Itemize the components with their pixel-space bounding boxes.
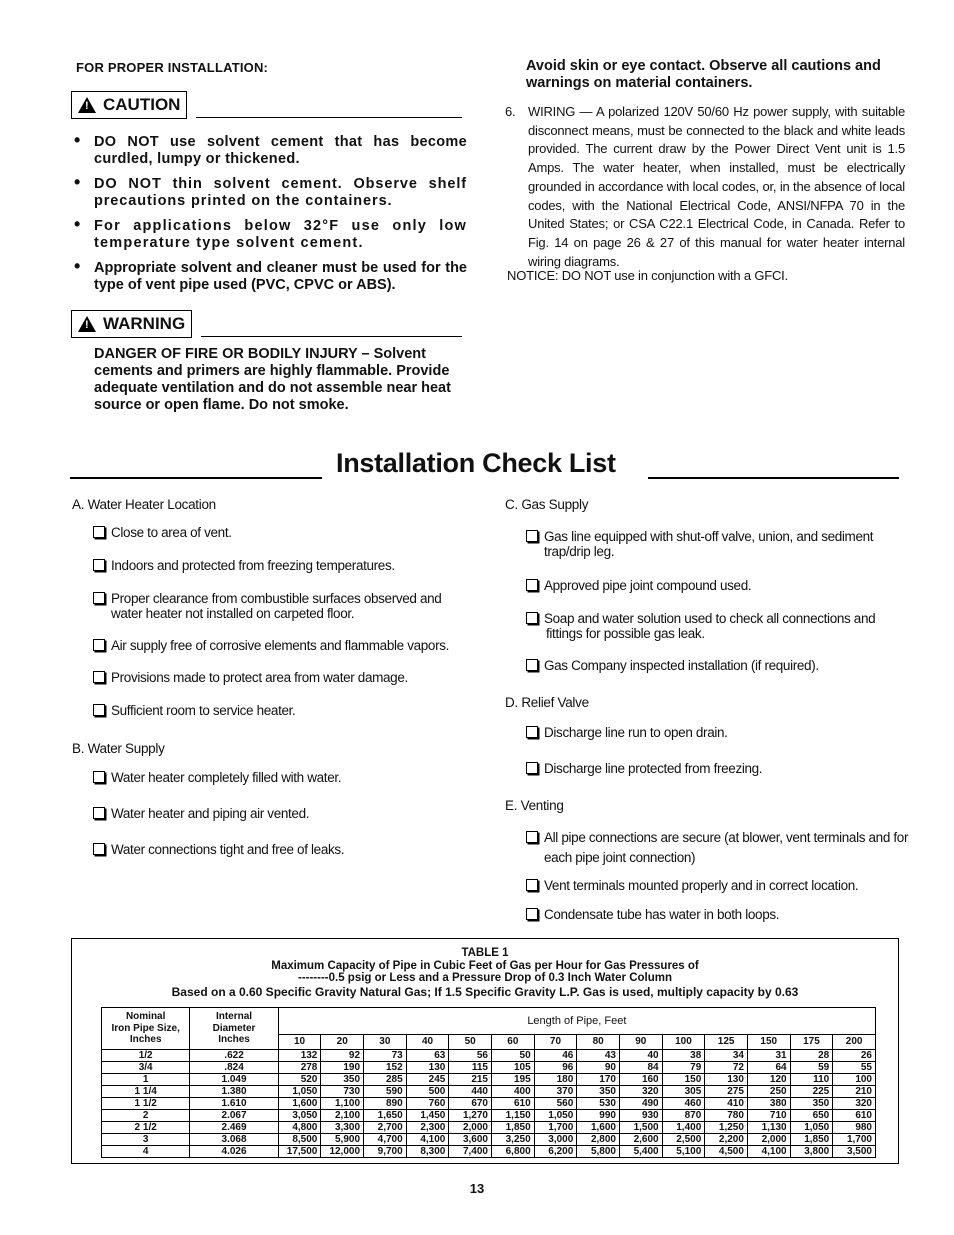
section-c-label: C. Gas Supply — [505, 497, 589, 512]
capacity-cell: 2,500 — [662, 1133, 705, 1145]
checkbox-icon[interactable] — [526, 831, 538, 843]
checklist-item: Condensate tube has water in both loops. — [526, 907, 779, 922]
capacity-cell: 64 — [747, 1061, 790, 1073]
checkbox-icon[interactable] — [526, 908, 538, 920]
capacity-cell: 650 — [790, 1109, 833, 1121]
capacity-cell: 1,050 — [278, 1085, 321, 1097]
capacity-cell: 8,500 — [278, 1133, 321, 1145]
capacity-cell: 84 — [619, 1061, 662, 1073]
diameter-cell: 2.067 — [190, 1109, 278, 1121]
diameter-cell: 2.469 — [190, 1121, 278, 1133]
capacity-cell: 980 — [833, 1121, 876, 1133]
caution-label: CAUTION — [103, 95, 181, 114]
length-header-cell: 175 — [790, 1035, 833, 1049]
length-header-cell: 10 — [278, 1035, 321, 1049]
capacity-cell: 2,100 — [321, 1109, 364, 1121]
length-header: Length of Pipe, Feet — [278, 1008, 875, 1035]
length-header-cell: 60 — [492, 1035, 535, 1049]
pipe-size-cell: 1 — [102, 1073, 190, 1085]
capacity-cell: 12,000 — [321, 1145, 364, 1157]
table-caption-1: TABLE 1 — [461, 947, 509, 959]
pipe-size-cell: 2 — [102, 1109, 190, 1121]
checklist-item: Discharge line protected from freezing. — [526, 761, 762, 776]
capacity-cell: 195 — [492, 1073, 535, 1085]
capacity-cell: 2,200 — [705, 1133, 748, 1145]
capacity-cell: 130 — [705, 1073, 748, 1085]
checkbox-icon[interactable] — [526, 726, 538, 738]
caution-item: • DO NOT use solvent cement that has become curdled, lumpy or thickened. — [72, 134, 467, 168]
capacity-cell: 320 — [619, 1085, 662, 1097]
warning-label: WARNING — [103, 314, 186, 333]
capacity-cell: 350 — [577, 1085, 620, 1097]
checkbox-icon[interactable] — [526, 579, 538, 591]
checklist-item: Gas Company inspected installation (if required). — [526, 658, 819, 673]
wiring-text: WIRING — A polarized 120V 50/60 Hz power supply, with suitable disconnect means, must be connected to the black and white leads provided. The current draw by the Power Direct Vent unit is 1.5 Amps. The water heater, when installed, must be electrically grounded in accordance with local codes, or, in the absence of local codes, with the National Electrical Code, ANSI/NFPA 70 in the United States; or CSA C22.1 Electrical Code, in Canada. Refer to Fig. 14 on page 26 & 27 of this manual for water heater internal wiring diagrams. — [528, 104, 905, 269]
avoid-contact-text: Avoid skin or eye contact. Observe all cautions and warnings on material containers. — [526, 58, 881, 91]
checklist-item: Provisions made to protect area from water damage. — [93, 670, 408, 685]
capacity-cell: 2,800 — [577, 1133, 620, 1145]
proper-installation-heading: FOR PROPER INSTALLATION: — [76, 60, 269, 75]
capacity-cell: 710 — [747, 1109, 790, 1121]
pipe-size-cell: 1 1/4 — [102, 1085, 190, 1097]
capacity-cell: 1,400 — [662, 1121, 705, 1133]
capacity-cell: 285 — [364, 1073, 407, 1085]
capacity-cell: 1,050 — [790, 1121, 833, 1133]
capacity-cell: 56 — [449, 1049, 492, 1061]
caution-item: • For applications below 32°F use only low temperature type solvent cement. — [72, 218, 467, 252]
capacity-cell: 43 — [577, 1049, 620, 1061]
capacity-cell: 100 — [833, 1073, 876, 1085]
checkbox-icon[interactable] — [526, 762, 538, 774]
capacity-cell: 5,800 — [577, 1145, 620, 1157]
length-header-cell: 40 — [406, 1035, 449, 1049]
capacity-cell: 1,130 — [747, 1121, 790, 1133]
capacity-cell: 4,800 — [278, 1121, 321, 1133]
capacity-cell: 2,000 — [449, 1121, 492, 1133]
capacity-cell: 305 — [662, 1085, 705, 1097]
capacity-cell: 1,700 — [833, 1133, 876, 1145]
table-row — [102, 1145, 876, 1157]
caution-item: • DO NOT thin solvent cement. Observe shelf precautions printed on the containers. — [72, 176, 467, 210]
page-number: 13 — [469, 1181, 485, 1196]
capacity-cell: 3,500 — [833, 1145, 876, 1157]
length-header-cell: 20 — [321, 1035, 364, 1049]
capacity-cell: 380 — [747, 1097, 790, 1109]
capacity-cell: 1,250 — [705, 1121, 748, 1133]
capacity-cell: 370 — [534, 1085, 577, 1097]
capacity-cell: 780 — [705, 1109, 748, 1121]
capacity-cell: 110 — [790, 1073, 833, 1085]
capacity-cell: 59 — [790, 1061, 833, 1073]
checkbox-icon[interactable] — [93, 671, 105, 683]
capacity-cell: 2,000 — [747, 1133, 790, 1145]
capacity-cell: 190 — [321, 1061, 364, 1073]
capacity-cell: 1,450 — [406, 1109, 449, 1121]
checkbox-icon[interactable] — [93, 559, 105, 571]
checklist-item: Gas line equipped with shut-off valve, union, and sediment trap/drip leg. — [526, 529, 873, 559]
capacity-cell: 245 — [406, 1073, 449, 1085]
length-header-cell: 90 — [619, 1035, 662, 1049]
capacity-cell: 5,100 — [662, 1145, 705, 1157]
caution-badge — [71, 91, 187, 119]
col-header-diameter: Internal Diameter Inches — [190, 1008, 278, 1050]
capacity-cell: 225 — [790, 1085, 833, 1097]
checkbox-icon[interactable] — [93, 592, 105, 604]
diameter-cell: 1.049 — [190, 1073, 278, 1085]
capacity-cell: 440 — [449, 1085, 492, 1097]
capacity-cell: 26 — [833, 1049, 876, 1061]
capacity-cell: 410 — [705, 1097, 748, 1109]
length-header-cell: 150 — [747, 1035, 790, 1049]
capacity-cell: 34 — [705, 1049, 748, 1061]
checklist-item: Indoors and protected from freezing temperatures. — [93, 558, 395, 573]
gas-capacity-table — [101, 1007, 876, 1158]
capacity-cell: 152 — [364, 1061, 407, 1073]
warning-triangle-icon: ! — [78, 97, 96, 113]
section-d-label: D. Relief Valve — [505, 695, 589, 710]
checklist-item: Water connections tight and free of leaks. — [93, 842, 344, 857]
length-header-cell: 30 — [364, 1035, 407, 1049]
checkbox-icon[interactable] — [93, 843, 105, 855]
checkbox-icon[interactable] — [526, 612, 538, 624]
capacity-cell: 1,050 — [534, 1109, 577, 1121]
capacity-cell: 92 — [321, 1049, 364, 1061]
capacity-cell: 250 — [747, 1085, 790, 1097]
capacity-cell: 760 — [406, 1097, 449, 1109]
capacity-cell: 490 — [619, 1097, 662, 1109]
capacity-cell: 130 — [406, 1061, 449, 1073]
capacity-cell: 520 — [278, 1073, 321, 1085]
capacity-cell: 890 — [364, 1097, 407, 1109]
caution-item: • Appropriate solvent and cleaner must be used for the type of vent pipe used (PVC, CPVC or ABS). — [72, 260, 467, 294]
pipe-size-cell: 1/2 — [102, 1049, 190, 1061]
capacity-cell: 2,600 — [619, 1133, 662, 1145]
table-caption-4: Based on a 0.60 Specific Gravity Natural Gas; If 1.5 Specific Gravity L.P. Gas is used, multiply capacity by 0.63 — [171, 985, 799, 999]
capacity-cell: 4,500 — [705, 1145, 748, 1157]
checkbox-icon[interactable] — [93, 704, 105, 716]
capacity-cell: 930 — [619, 1109, 662, 1121]
capacity-cell: 870 — [662, 1109, 705, 1121]
page-title: Installation Check List — [336, 448, 616, 478]
capacity-cell: 31 — [747, 1049, 790, 1061]
length-header-cell: 50 — [449, 1035, 492, 1049]
table-caption-2: Maximum Capacity of Pipe in Cubic Feet of Gas per Hour for Gas Pressures of — [271, 960, 699, 972]
capacity-cell: 400 — [492, 1085, 535, 1097]
pipe-size-cell: 1 1/2 — [102, 1097, 190, 1109]
capacity-cell: 1,600 — [577, 1121, 620, 1133]
capacity-cell: 3,250 — [492, 1133, 535, 1145]
checklist-item: Proper clearance from combustible surfaces observed and water heater not installed on carpeted floor. — [93, 591, 441, 621]
capacity-cell: 275 — [705, 1085, 748, 1097]
diameter-cell: 4.026 — [190, 1145, 278, 1157]
capacity-cell: 170 — [577, 1073, 620, 1085]
wiring-number: 6. — [505, 104, 516, 119]
checkbox-icon[interactable] — [93, 807, 105, 819]
diameter-cell: .622 — [190, 1049, 278, 1061]
notice-text: NOTICE: DO NOT use in conjunction with a GFCI. — [507, 268, 788, 283]
capacity-cell: 7,400 — [449, 1145, 492, 1157]
caution-rule — [196, 117, 462, 118]
capacity-cell: 3,050 — [278, 1109, 321, 1121]
capacity-cell: 5,900 — [321, 1133, 364, 1145]
capacity-cell: 55 — [833, 1061, 876, 1073]
capacity-cell: 320 — [833, 1097, 876, 1109]
capacity-cell: 1,850 — [492, 1121, 535, 1133]
length-header-cell: 100 — [662, 1035, 705, 1049]
checklist-item: Sufficient room to service heater. — [93, 703, 295, 718]
capacity-cell: 17,500 — [278, 1145, 321, 1157]
capacity-cell: 1,150 — [492, 1109, 535, 1121]
capacity-cell: 4,100 — [406, 1133, 449, 1145]
warning-text: DANGER OF FIRE OR BODILY INJURY – Solvent cements and primers are highly flammable. Provide adequate ventilation and do not assemble near heat source or open flame. Do not smoke. — [94, 346, 451, 413]
capacity-cell: 38 — [662, 1049, 705, 1061]
capacity-cell: 590 — [364, 1085, 407, 1097]
checklist-item: Water heater completely filled with water. — [93, 770, 341, 785]
pipe-size-cell: 3 — [102, 1133, 190, 1145]
pipe-size-cell: 2 1/2 — [102, 1121, 190, 1133]
table-row — [102, 1133, 876, 1145]
diameter-cell: 3.068 — [190, 1133, 278, 1145]
section-b-label: B. Water Supply — [72, 741, 165, 756]
capacity-cell: 63 — [406, 1049, 449, 1061]
capacity-cell: 105 — [492, 1061, 535, 1073]
capacity-cell: 9,700 — [364, 1145, 407, 1157]
checklist-item: Close to area of vent. — [93, 525, 232, 540]
length-header-cell: 200 — [833, 1035, 876, 1049]
table-body — [102, 1049, 876, 1157]
diameter-cell: 1.610 — [190, 1097, 278, 1109]
capacity-cell: 460 — [662, 1097, 705, 1109]
capacity-cell: 500 — [406, 1085, 449, 1097]
capacity-cell: 132 — [278, 1049, 321, 1061]
checklist-item: Air supply free of corrosive elements and flammable vapors. — [93, 638, 449, 653]
capacity-cell: 2,300 — [406, 1121, 449, 1133]
table-row — [102, 1073, 876, 1085]
capacity-cell: 530 — [577, 1097, 620, 1109]
capacity-cell: 96 — [534, 1061, 577, 1073]
capacity-cell: 1,700 — [534, 1121, 577, 1133]
checklist-item: Approved pipe joint compound used. — [526, 578, 751, 593]
wiring-paragraph — [505, 103, 905, 271]
capacity-cell: 350 — [321, 1073, 364, 1085]
checklist-item: All pipe connections are secure (at blower, vent terminals and for each pipe joint connection) — [526, 828, 908, 868]
capacity-cell: 610 — [492, 1097, 535, 1109]
table-row — [102, 1109, 876, 1121]
checklist-item: Discharge line run to open drain. — [526, 725, 728, 740]
capacity-cell: 350 — [790, 1097, 833, 1109]
capacity-cell: 72 — [705, 1061, 748, 1073]
capacity-cell: 670 — [449, 1097, 492, 1109]
capacity-cell: 560 — [534, 1097, 577, 1109]
capacity-cell: 215 — [449, 1073, 492, 1085]
capacity-cell: 90 — [577, 1061, 620, 1073]
warning-rule — [201, 336, 462, 337]
title-rule-right — [648, 477, 899, 479]
capacity-cell: 73 — [364, 1049, 407, 1061]
capacity-cell: 46 — [534, 1049, 577, 1061]
checkbox-icon[interactable] — [93, 639, 105, 651]
table-row — [102, 1097, 876, 1109]
capacity-cell: 5,400 — [619, 1145, 662, 1157]
capacity-cell: 1,850 — [790, 1133, 833, 1145]
checkbox-icon[interactable] — [526, 879, 538, 891]
capacity-cell: 2,700 — [364, 1121, 407, 1133]
capacity-cell: 8,300 — [406, 1145, 449, 1157]
checklist-item: Soap and water solution used to check all connections and fittings for possible gas leak. — [526, 611, 875, 641]
capacity-cell: 990 — [577, 1109, 620, 1121]
table-row — [102, 1049, 876, 1061]
col-header-nominal: Nominal Iron Pipe Size, Inches — [102, 1008, 190, 1050]
table-row — [102, 1061, 876, 1073]
table-row — [102, 1121, 876, 1133]
capacity-cell: 120 — [747, 1073, 790, 1085]
capacity-cell: 4,100 — [747, 1145, 790, 1157]
checklist-item: Vent terminals mounted properly and in correct location. — [526, 878, 858, 893]
capacity-cell: 3,000 — [534, 1133, 577, 1145]
capacity-cell: 79 — [662, 1061, 705, 1073]
capacity-cell: 4,700 — [364, 1133, 407, 1145]
capacity-cell: 3,800 — [790, 1145, 833, 1157]
section-e-label: E. Venting — [505, 798, 564, 813]
section-a-label: A. Water Heater Location — [72, 497, 216, 512]
capacity-cell: 50 — [492, 1049, 535, 1061]
title-rule-left — [70, 477, 322, 479]
capacity-cell: 1,650 — [364, 1109, 407, 1121]
checkbox-icon[interactable] — [93, 771, 105, 783]
capacity-cell: 6,200 — [534, 1145, 577, 1157]
capacity-cell: 150 — [662, 1073, 705, 1085]
checkbox-icon[interactable] — [93, 526, 105, 538]
checkbox-icon[interactable] — [526, 659, 538, 671]
capacity-cell: 730 — [321, 1085, 364, 1097]
warning-badge — [71, 310, 192, 338]
capacity-cell: 1,600 — [278, 1097, 321, 1109]
length-header-cell: 125 — [705, 1035, 748, 1049]
capacity-cell: 160 — [619, 1073, 662, 1085]
capacity-cell: 1,500 — [619, 1121, 662, 1133]
capacity-cell: 210 — [833, 1085, 876, 1097]
capacity-cell: 278 — [278, 1061, 321, 1073]
warning-triangle-icon: ! — [78, 316, 96, 332]
pipe-size-cell: 3/4 — [102, 1061, 190, 1073]
capacity-cell: 115 — [449, 1061, 492, 1073]
capacity-cell: 1,100 — [321, 1097, 364, 1109]
capacity-cell: 6,800 — [492, 1145, 535, 1157]
capacity-cell: 1,270 — [449, 1109, 492, 1121]
checkbox-icon[interactable] — [526, 530, 538, 542]
capacity-cell: 40 — [619, 1049, 662, 1061]
capacity-cell: 3,600 — [449, 1133, 492, 1145]
capacity-cell: 180 — [534, 1073, 577, 1085]
capacity-cell: 3,300 — [321, 1121, 364, 1133]
diameter-cell: 1.380 — [190, 1085, 278, 1097]
pipe-size-cell: 4 — [102, 1145, 190, 1157]
capacity-cell: 28 — [790, 1049, 833, 1061]
diameter-cell: .824 — [190, 1061, 278, 1073]
length-header-cell: 70 — [534, 1035, 577, 1049]
capacity-cell: 610 — [833, 1109, 876, 1121]
length-header-cell: 80 — [577, 1035, 620, 1049]
checklist-item: Water heater and piping air vented. — [93, 806, 309, 821]
table-caption-3: --------0.5 psig or Less and a Pressure Drop of 0.3 Inch Water Column — [297, 972, 673, 984]
caution-list — [72, 134, 467, 302]
table-row — [102, 1085, 876, 1097]
